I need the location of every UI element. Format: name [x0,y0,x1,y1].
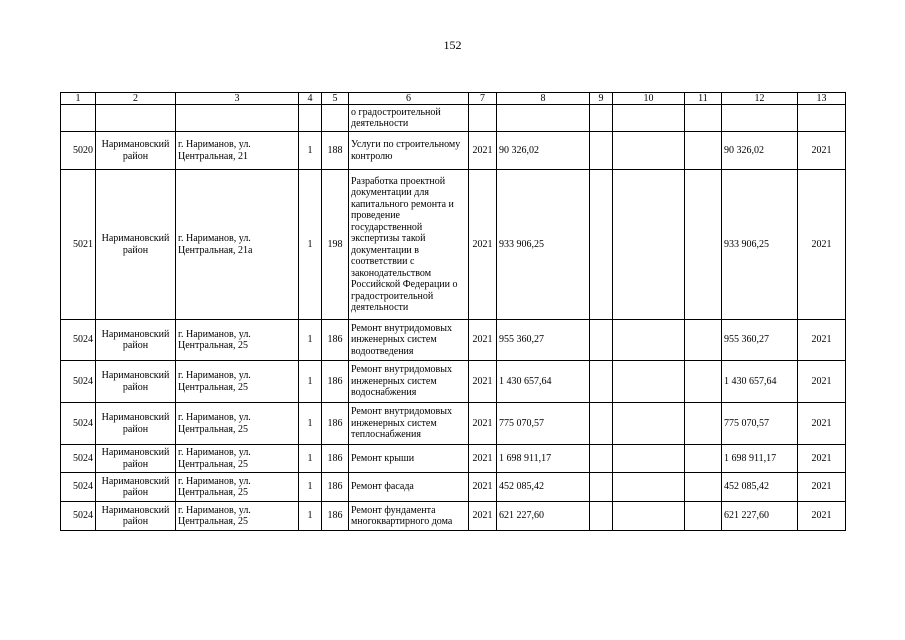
cell-col-10 [613,473,685,502]
cell-district: Наримановский район [96,132,176,170]
cell-amount-fund: 621 227,60 [722,502,798,531]
continuation-cell-amount-fund [722,105,798,132]
cell-work-type: Разработка проектной документации для капитального ремонта и проведение государственной экспертизы такой документации в соответствии с законодательством Российской Федерации о градостроительной деятельности [349,170,469,320]
header-cell-13: 13 [798,93,846,105]
cell-work-type: Услуги по строительному контролю [349,132,469,170]
cell-year-end: 2021 [798,170,846,320]
cell-work-type: Ремонт крыши [349,445,469,473]
table-row [61,502,846,531]
cell-year-start: 2021 [469,132,497,170]
header-cell-9: 9 [590,93,613,105]
cell-amount-fund: 933 906,25 [722,170,798,320]
cell-year-start: 2021 [469,403,497,445]
cell-district: Наримановский район [96,170,176,320]
cell-code: 186 [322,403,349,445]
cell-col-9 [590,361,613,403]
cell-year-end: 2021 [798,403,846,445]
cell-row-number: 5024 [61,361,96,403]
cell-house-count: 1 [299,445,322,473]
cell-row-number: 5024 [61,320,96,361]
cell-code: 186 [322,361,349,403]
continuation-cell-col-11 [685,105,722,132]
header-cell-11: 11 [685,93,722,105]
cell-col-10 [613,445,685,473]
cell-year-start: 2021 [469,473,497,502]
cell-amount-fund: 90 326,02 [722,132,798,170]
cell-col-11 [685,403,722,445]
cell-house-count: 1 [299,403,322,445]
cell-col-11 [685,320,722,361]
cell-row-number: 5024 [61,403,96,445]
cell-amount-total: 452 085,42 [497,473,590,502]
table-row [61,170,846,320]
cell-year-end: 2021 [798,361,846,403]
header-cell-7: 7 [469,93,497,105]
table-row [61,445,846,473]
cell-year-end: 2021 [798,502,846,531]
cell-row-number: 5024 [61,445,96,473]
cell-amount-fund: 452 085,42 [722,473,798,502]
header-cell-1: 1 [61,93,96,105]
cell-work-type: Ремонт внутридомовых инженерных систем водоснабжения [349,361,469,403]
continuation-cell-col-9 [590,105,613,132]
cell-col-9 [590,473,613,502]
cell-year-start: 2021 [469,502,497,531]
cell-work-type: Ремонт фасада [349,473,469,502]
continuation-cell-row-number [61,105,96,132]
cell-row-number: 5024 [61,502,96,531]
cell-col-9 [590,445,613,473]
cell-district: Наримановский район [96,445,176,473]
cell-row-number: 5021 [61,170,96,320]
cell-year-start: 2021 [469,361,497,403]
cell-code: 186 [322,502,349,531]
cell-col-10 [613,320,685,361]
cell-work-type: Ремонт внутридомовых инженерных систем водоотведения [349,320,469,361]
cell-col-11 [685,361,722,403]
continuation-cell-house-count [299,105,322,132]
cell-district: Наримановский район [96,403,176,445]
table-row [61,361,846,403]
cell-row-number: 5020 [61,132,96,170]
table-row [61,320,846,361]
cell-col-10 [613,132,685,170]
cell-col-11 [685,445,722,473]
cell-house-count: 1 [299,473,322,502]
cell-amount-total: 775 070,57 [497,403,590,445]
cell-col-10 [613,170,685,320]
header-cell-2: 2 [96,93,176,105]
cell-district: Наримановский район [96,473,176,502]
cell-year-start: 2021 [469,320,497,361]
cell-house-count: 1 [299,502,322,531]
cell-year-end: 2021 [798,320,846,361]
header-cell-4: 4 [299,93,322,105]
continuation-cell-amount-total [497,105,590,132]
cell-address: г. Нариманов, ул. Центральная, 21 [176,132,299,170]
cell-code: 186 [322,473,349,502]
cell-district: Наримановский район [96,502,176,531]
cell-amount-total: 90 326,02 [497,132,590,170]
cell-address: г. Нариманов, ул. Центральная, 25 [176,473,299,502]
continuation-cell-district [96,105,176,132]
register-table [60,92,846,531]
cell-col-9 [590,502,613,531]
cell-code: 186 [322,320,349,361]
cell-district: Наримановский район [96,361,176,403]
cell-amount-total: 1 430 657,64 [497,361,590,403]
cell-col-11 [685,170,722,320]
table-row [61,132,846,170]
cell-year-start: 2021 [469,170,497,320]
continuation-row [61,105,846,132]
header-row [61,93,846,105]
cell-amount-total: 933 906,25 [497,170,590,320]
cell-col-10 [613,502,685,531]
cell-amount-fund: 775 070,57 [722,403,798,445]
header-cell-6: 6 [349,93,469,105]
cell-code: 198 [322,170,349,320]
header-cell-5: 5 [322,93,349,105]
cell-address: г. Нариманов, ул. Центральная, 25 [176,320,299,361]
cell-col-9 [590,170,613,320]
cell-code: 188 [322,132,349,170]
cell-year-start: 2021 [469,445,497,473]
cell-year-end: 2021 [798,445,846,473]
cell-col-10 [613,361,685,403]
header-cell-12: 12 [722,93,798,105]
continuation-cell-code [322,105,349,132]
table-row [61,473,846,502]
cell-address: г. Нариманов, ул. Центральная, 25 [176,403,299,445]
cell-col-11 [685,132,722,170]
page-number: 152 [443,38,462,52]
cell-col-9 [590,403,613,445]
continuation-cell-year-end [798,105,846,132]
cell-address: г. Нариманов, ул. Центральная, 25 [176,502,299,531]
cell-house-count: 1 [299,170,322,320]
cell-work-type: Ремонт внутридомовых инженерных систем теплоснабжения [349,403,469,445]
cell-work-type: Ремонт фундамента многоквартирного дома [349,502,469,531]
cell-amount-total: 621 227,60 [497,502,590,531]
cell-code: 186 [322,445,349,473]
cell-address: г. Нариманов, ул. Центральная, 21а [176,170,299,320]
header-cell-3: 3 [176,93,299,105]
cell-district: Наримановский район [96,320,176,361]
cell-col-11 [685,473,722,502]
continuation-cell-col-10 [613,105,685,132]
cell-row-number: 5024 [61,473,96,502]
continuation-cell-work-type: о градостроительной деятельности [349,105,469,132]
cell-house-count: 1 [299,361,322,403]
continuation-cell-year-start [469,105,497,132]
cell-col-10 [613,403,685,445]
cell-amount-fund: 1 430 657,64 [722,361,798,403]
cell-year-end: 2021 [798,473,846,502]
cell-amount-total: 1 698 911,17 [497,445,590,473]
cell-amount-fund: 955 360,27 [722,320,798,361]
cell-address: г. Нариманов, ул. Центральная, 25 [176,445,299,473]
header-cell-8: 8 [497,93,590,105]
cell-year-end: 2021 [798,132,846,170]
cell-col-11 [685,502,722,531]
cell-col-9 [590,320,613,361]
cell-col-9 [590,132,613,170]
cell-house-count: 1 [299,132,322,170]
cell-amount-total: 955 360,27 [497,320,590,361]
header-cell-10: 10 [613,93,685,105]
continuation-cell-address [176,105,299,132]
table-row [61,403,846,445]
cell-amount-fund: 1 698 911,17 [722,445,798,473]
cell-address: г. Нариманов, ул. Центральная, 25 [176,361,299,403]
cell-house-count: 1 [299,320,322,361]
